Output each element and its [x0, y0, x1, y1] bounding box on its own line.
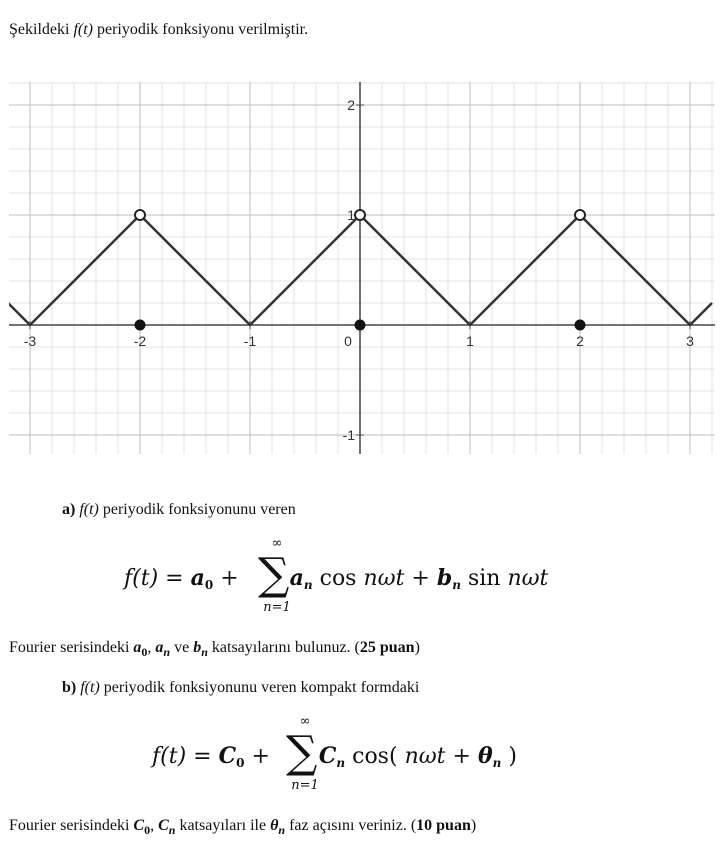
- eq2-sum-upper: ∞: [299, 714, 311, 729]
- eq2-c0-sub: 0: [236, 756, 245, 770]
- eq2-lhs: f(t) =: [152, 744, 219, 769]
- fa-t2: ,: [147, 639, 156, 656]
- y-tick-label: -1: [342, 427, 355, 443]
- eq1-a0: a: [190, 565, 205, 591]
- fa-points: 25 puan: [359, 639, 415, 656]
- x-tick-label: 3: [686, 333, 694, 349]
- fb-cn-sub: n: [168, 823, 176, 837]
- intro-prefix: Şekildeki: [9, 21, 74, 38]
- fourier-a-text: [9, 638, 420, 662]
- eq1-bn: b: [436, 565, 453, 591]
- fa-bn: b: [193, 639, 202, 656]
- open-point: [575, 210, 585, 220]
- eq1-lhs: f(t) =: [124, 566, 191, 591]
- eq2-plus: +: [244, 744, 277, 769]
- part-b-label: b): [62, 679, 77, 696]
- y-tick-label: 2: [347, 97, 355, 113]
- part-a-label: a): [62, 501, 76, 518]
- fb-t3: katsayıları ile: [175, 817, 271, 834]
- fa-t4: katsayılarını bulunuz. (: [207, 639, 360, 656]
- fa-a0: a: [133, 639, 142, 656]
- eq2-arg: nωt: [404, 744, 446, 769]
- eq1-sin-arg: nωt: [507, 566, 549, 591]
- eq2-theta: θ: [477, 743, 493, 769]
- eq1-cos: cos: [312, 566, 364, 591]
- x-tick-label: -3: [23, 333, 37, 349]
- part-a-func: f(t): [79, 501, 99, 518]
- part-b-func: f(t): [80, 679, 100, 696]
- fa-t5: ): [414, 639, 420, 656]
- x-tick-label: 1: [466, 333, 474, 349]
- part-b-desc: periyodik fonksiyonunu veren kompakt formdaki: [99, 679, 420, 696]
- x-tick-label: -2: [133, 333, 147, 349]
- fb-theta: θ: [270, 817, 279, 834]
- eq1-cos-arg: nωt: [363, 566, 405, 591]
- part-a-desc: periyodik fonksiyonunu veren: [98, 501, 296, 518]
- axes: [9, 82, 715, 454]
- eq2-cn-sub: n: [336, 756, 346, 770]
- eq1-sum-symbol: ∑: [258, 549, 290, 600]
- fb-points: 10 puan: [416, 817, 471, 834]
- fb-t2: ,: [150, 817, 159, 834]
- eq2-c0: C: [218, 743, 237, 769]
- fourier-b-text: [9, 816, 476, 840]
- eq1-an: a: [289, 565, 304, 591]
- fb-cn: C: [158, 817, 169, 834]
- fa-an-sub: n: [163, 645, 171, 659]
- y-tick-label: 1: [347, 207, 355, 223]
- eq1-sum-upper: ∞: [271, 536, 283, 551]
- function-graph: [9, 82, 715, 454]
- equation-1: [124, 565, 548, 592]
- eq2-cn: C: [318, 743, 337, 769]
- grid-minor: [9, 82, 715, 454]
- grid-major: [9, 82, 715, 454]
- eq2-sum-symbol: ∑: [286, 727, 318, 778]
- eq2-plus2: +: [445, 744, 478, 769]
- intro-func: f(t): [73, 21, 93, 38]
- eq1-an-sub: n: [303, 578, 313, 592]
- eq1-plus2: +: [404, 566, 437, 591]
- eq2-theta-sub: n: [492, 756, 502, 770]
- intro-suffix: periyodik fonksiyonu verilmiştir.: [92, 21, 309, 38]
- eq1-plus: +: [213, 566, 246, 591]
- filled-point: [135, 320, 146, 331]
- fa-bn-sub: n: [201, 645, 208, 659]
- x-tick-label: 2: [576, 333, 584, 349]
- fb-theta-sub: n: [278, 823, 286, 837]
- fb-c0: C: [133, 817, 145, 834]
- fa-a0-sub: 0: [141, 645, 148, 659]
- eq2-cos: cos(: [345, 744, 405, 769]
- open-point: [355, 210, 365, 220]
- intro-text: [9, 20, 308, 40]
- eq1-sum-lower: n=1: [263, 600, 291, 615]
- eq2-sum-lower: n=1: [291, 778, 319, 793]
- eq1-a0-sub: 0: [204, 578, 214, 592]
- fa-t3: ve: [170, 639, 194, 656]
- equation-2: [152, 743, 517, 770]
- open-point: [135, 210, 145, 220]
- eq2-close: ): [501, 744, 517, 769]
- eq1-bn-sub: n: [452, 578, 461, 592]
- fa-an: a: [155, 639, 164, 656]
- part-a-text: [62, 500, 296, 520]
- fb-c0-sub: 0: [144, 823, 151, 837]
- filled-point: [355, 320, 366, 331]
- fb-t4: faz açısını veriniz. (: [285, 817, 417, 834]
- filled-point: [575, 320, 586, 331]
- fb-t5: ): [470, 817, 477, 834]
- part-b-text: [62, 678, 419, 698]
- fa-t1: Fourier serisindeki: [9, 639, 134, 656]
- eq1-sin: sin: [460, 566, 508, 591]
- x-tick-label: -1: [243, 333, 257, 349]
- fb-t1: Fourier serisindeki: [9, 817, 134, 834]
- x-tick-label: 0: [344, 333, 352, 349]
